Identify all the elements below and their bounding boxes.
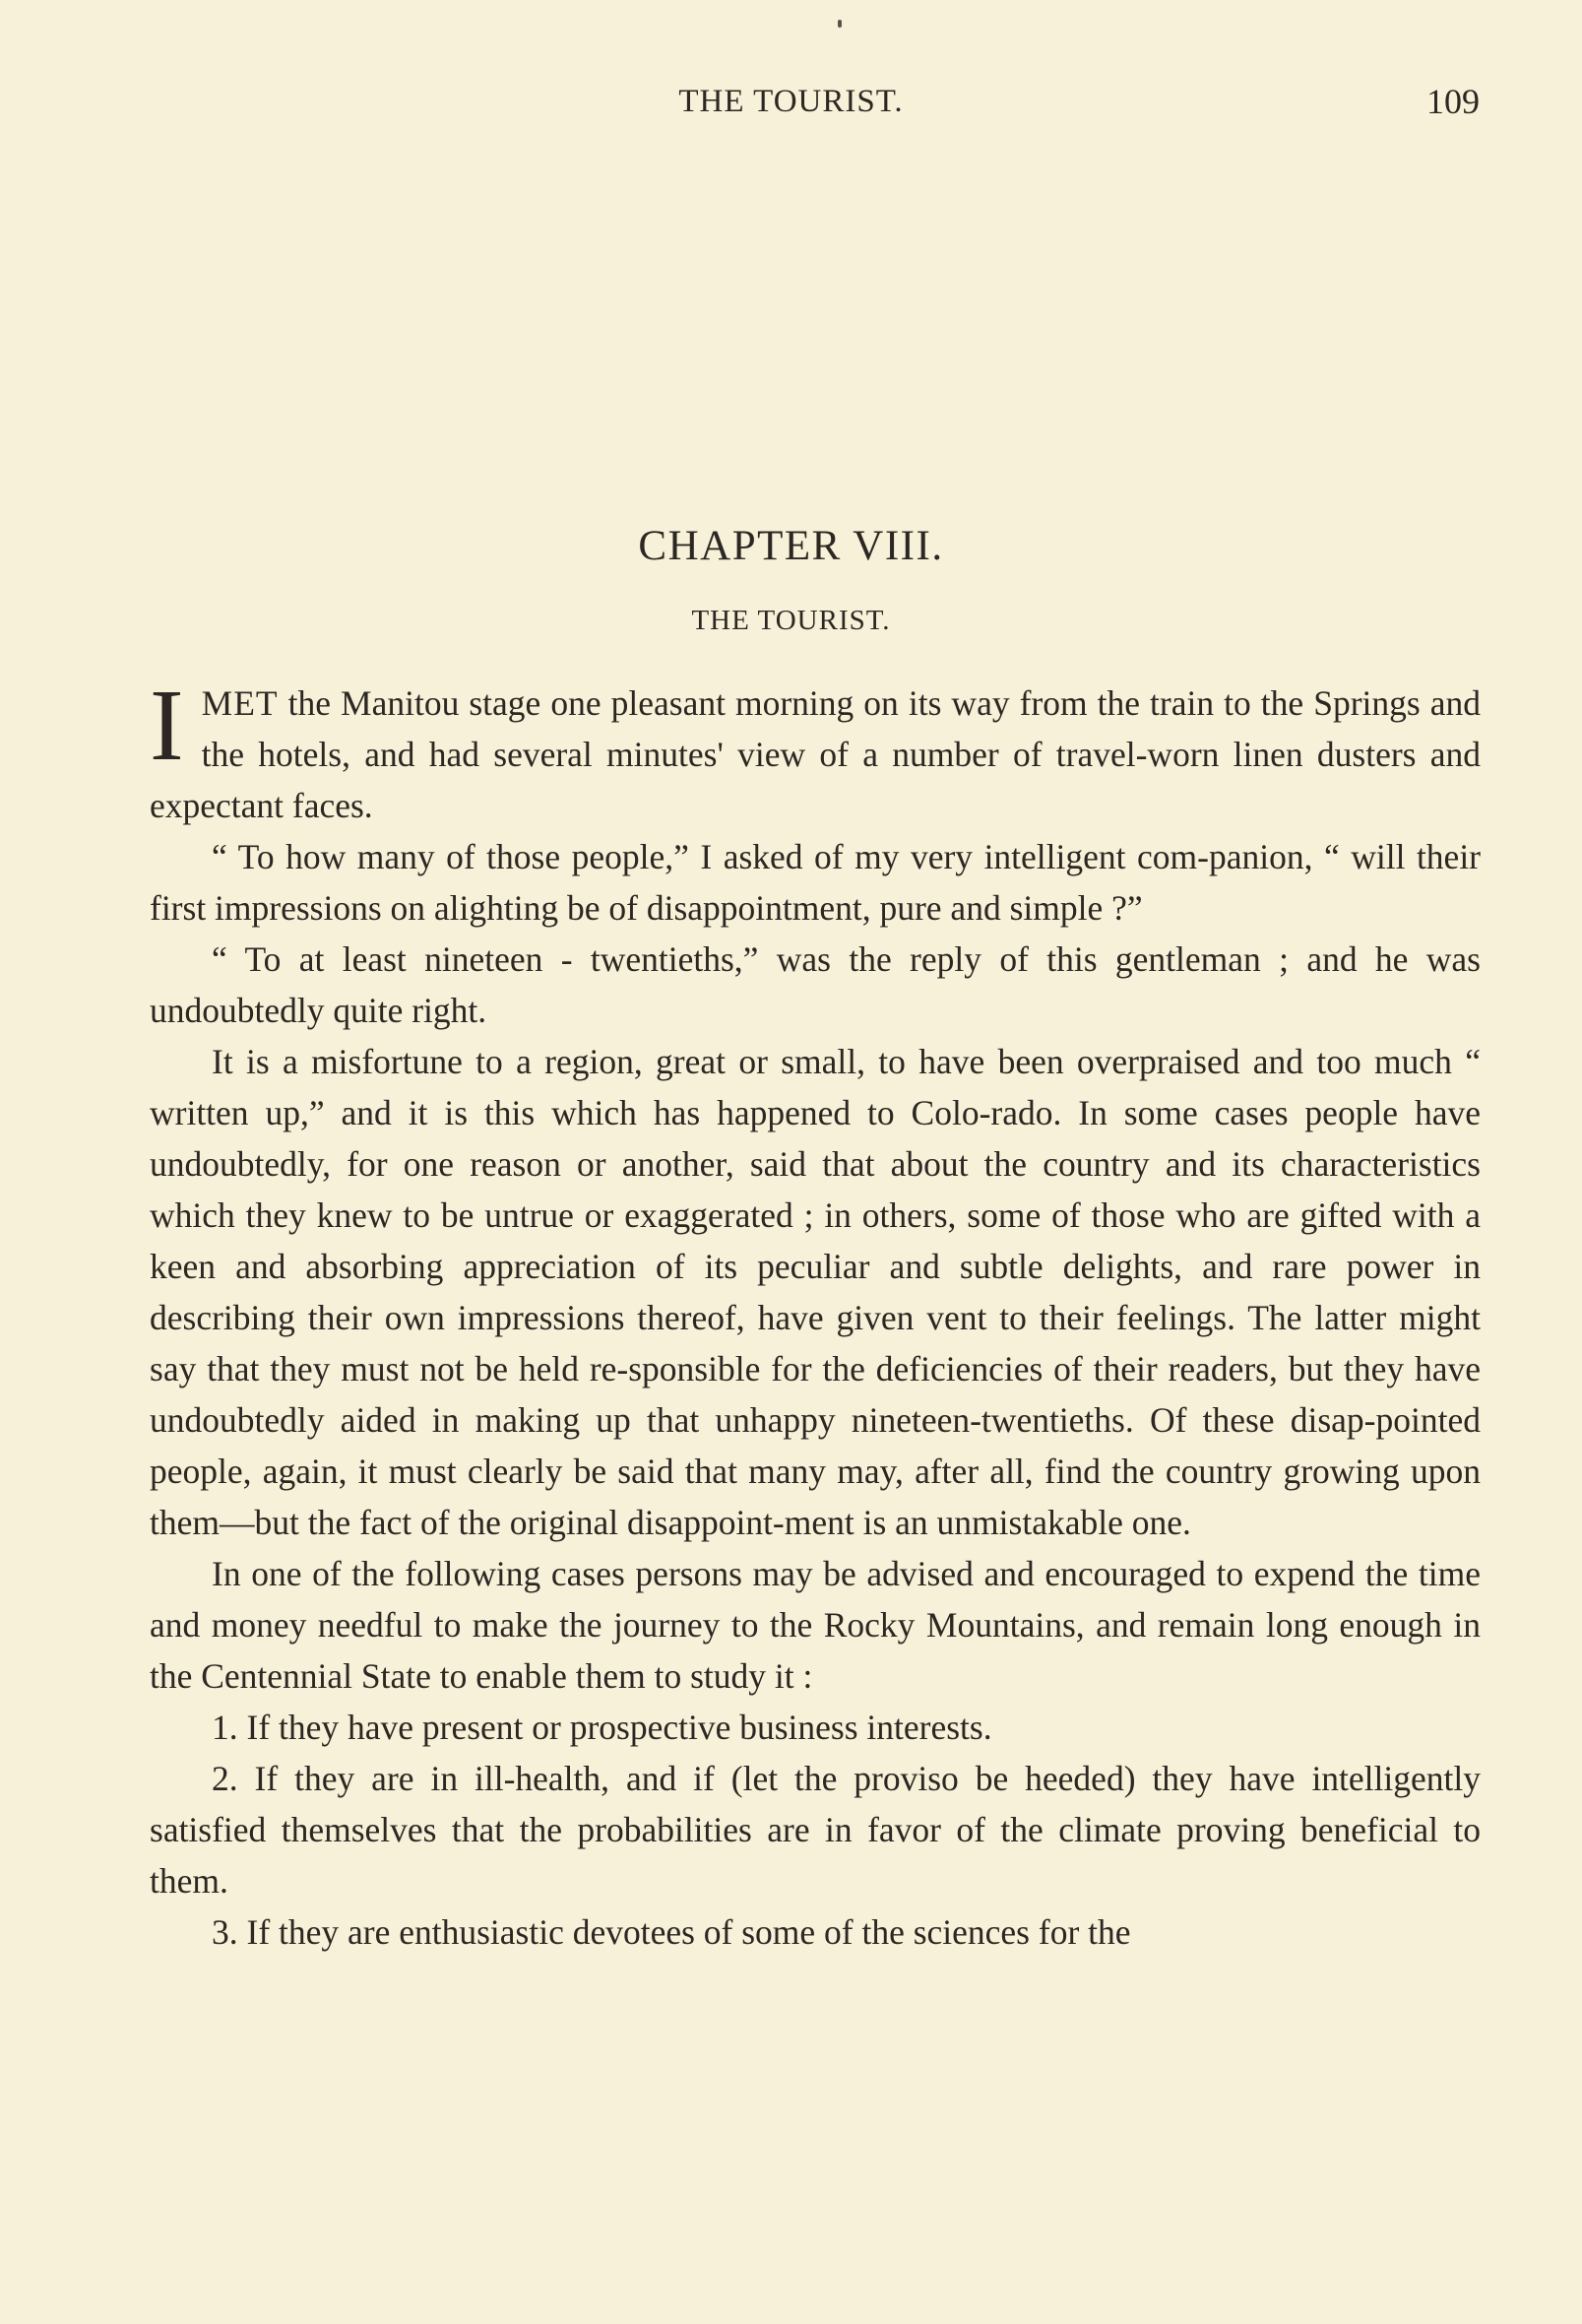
drop-cap: I [150,669,184,782]
running-head [0,77,1582,126]
chapter-subtitle: THE TOURIST. [691,605,891,636]
paragraph-1 [150,669,1481,831]
list-item-3: 3. If they are enthusiastic devotees of some of the sciences for the [212,1912,1131,1952]
paragraph-3: “ To at least nineteen - twentieths,” was the reply of this gentleman ; and he was undoubtedly quite right. [150,939,1481,1030]
paragraph-1-text: the Manitou stage one pleasant morning on its way from the train to the Springs and the hotels, and had several minutes' view of a number of travel-worn linen dusters and expectant faces. [150,683,1481,825]
paragraph-1-smallcaps: MET [201,683,279,723]
running-head-title: THE TOURIST. [678,84,904,119]
ink-speck-top [838,20,842,28]
body-text [150,669,1481,1958]
paragraph-4: It is a misfortune to a region, great or small, to have been overpraised and too much “ written up,” and it is this which has happened to Colo-rado. In some cases people have undoubtedly, for one reason or another, said that about the country and its characteristics which they knew to be untrue or exaggerated ; in others, some of those who are gifted with a keen and absorbing appreciation of its peculiar and subtle delights, and rare power in describing their own impressions thereof, have given vent to their feelings. The latter might say that they must not be held re-sponsible for the deficiencies of their readers, but they have undoubtedly aided in making up that unhappy nineteen-twentieths. Of these disap-pointed people, again, it must clearly be said that many may, after all, find the country growing upon them—but the fact of the original disappoint-ment is an unmistakable one. [150,1042,1481,1542]
paragraph-5: In one of the following cases persons may be advised and encouraged to expend the time and money needful to make the journey to the Rocky Mountains, and remain long enough in the Centennial State to enable them to study it : [150,1554,1481,1696]
chapter-title: CHAPTER VIII. [638,523,944,569]
list-item-1: 1. If they have present or prospective business interests. [212,1708,992,1747]
page-number: 109 [1426,82,1480,121]
paragraph-2: “ To how many of those people,” I asked of my very intelligent com-panion, “ will their first impressions on alighting be of disappointment, pure and simple ?” [150,837,1481,928]
list-item-2: 2. If they are in ill-health, and if (let the proviso be heeded) they have intelligently satisfied themselves that the probabilities are in favor of the climate proving beneficial to them. [150,1759,1481,1901]
